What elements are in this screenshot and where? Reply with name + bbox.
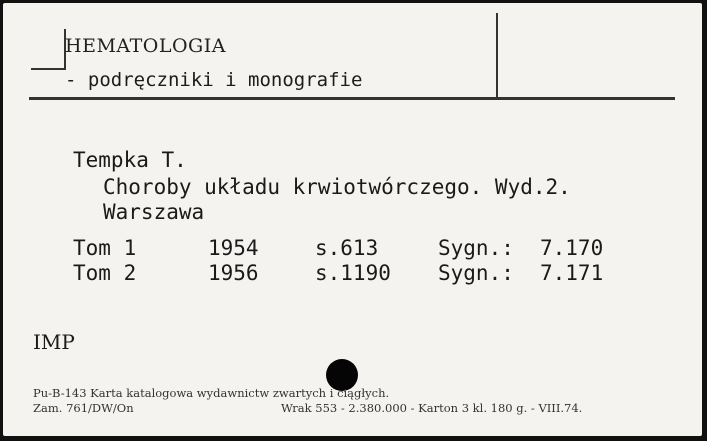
author: Tempka T. (73, 148, 187, 172)
catalog-card (3, 3, 702, 436)
subject-subheading: - podręczniki i monografie (65, 69, 363, 91)
publisher-code: IMP (33, 330, 75, 354)
title-line-2: Warszawa (103, 200, 205, 224)
volume-sygn-label: Sygn.: (438, 261, 514, 285)
footer-print-info: Wrak 553 - 2.380.000 - Karton 3 kl. 180 g. - VIII.74. (281, 401, 583, 415)
header-divider-vertical (496, 13, 498, 99)
volume-pages: s.613 (315, 236, 379, 260)
title-line-1: Choroby układu krwiotwórczego. Wyd.2. (103, 175, 571, 199)
subject-bracket-horizontal (31, 68, 66, 70)
volume-label: Tom 2 (73, 261, 137, 285)
volume-pages: s.1190 (315, 261, 391, 285)
volume-sygn-label: Sygn.: (438, 236, 514, 260)
footer-order-number: Zam. 761/DW/On (33, 401, 134, 415)
volume-sygn: 7.171 (540, 261, 604, 285)
volume-row (3, 236, 702, 264)
volume-year: 1954 (208, 236, 259, 260)
header-divider-horizontal (29, 97, 675, 100)
volume-year: 1956 (208, 261, 259, 285)
subject-heading: HEMATOLOGIA (65, 35, 226, 57)
volume-row (3, 261, 702, 289)
volume-label: Tom 1 (73, 236, 137, 260)
footer-line-1: Pu-B-143 Karta katalogowa wydawnictw zwartych i ciągłych. (33, 386, 390, 400)
volume-sygn: 7.170 (540, 236, 604, 260)
